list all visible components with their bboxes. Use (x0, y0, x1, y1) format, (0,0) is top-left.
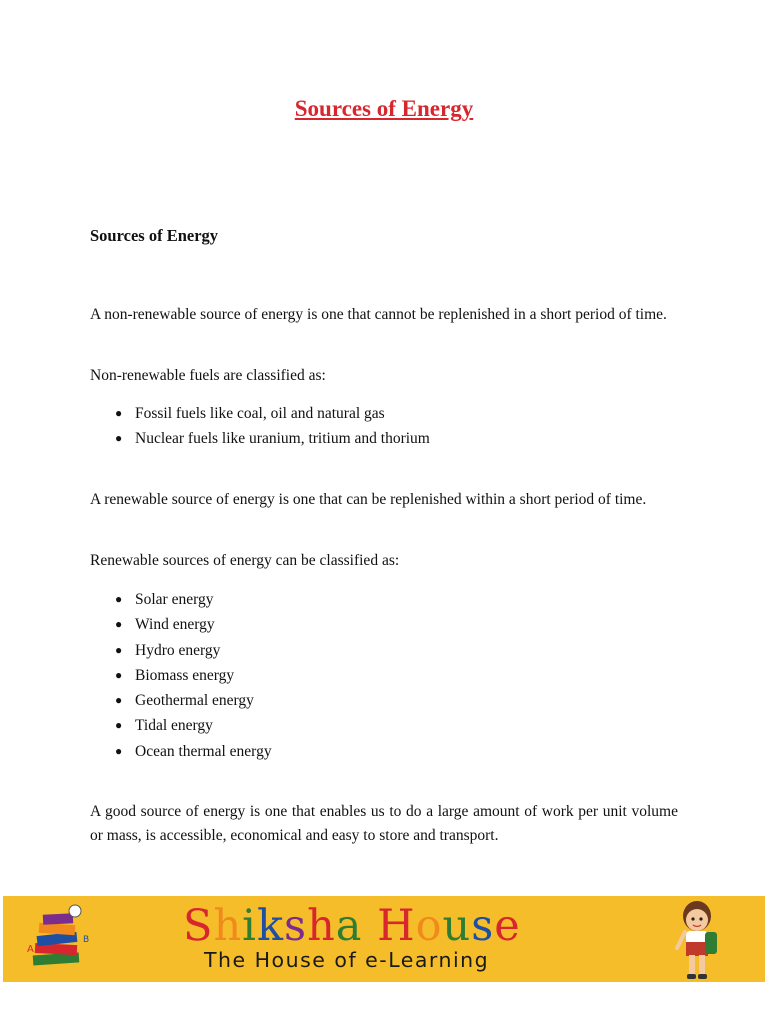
list-item-text: Nuclear fuels like uranium, tritium and thorium (135, 430, 430, 448)
brand-letter: e (494, 901, 521, 951)
list-item-text: Tidal energy (135, 717, 213, 735)
brand-tagline: The House of e-Learning (204, 948, 490, 972)
list-item (90, 663, 272, 688)
brand-letter: a (335, 901, 363, 951)
list-item (90, 688, 272, 713)
list-item-text: Ocean thermal energy (135, 742, 272, 760)
bullet-icon: ● (115, 642, 123, 657)
bullet-icon: ● (115, 667, 123, 682)
list-item-text: Wind energy (135, 616, 215, 634)
list-item (90, 426, 430, 451)
renewable-intro: Renewable sources of energy can be classified as: (90, 552, 400, 569)
brand-letter: s (471, 901, 495, 951)
svg-text:B: B (83, 935, 90, 945)
non-renewable-definition: A non-renewable source of energy is one that cannot be replenished in a short period of time. (90, 306, 667, 323)
brand-letter: s (284, 901, 308, 951)
non-renewable-list (90, 401, 430, 452)
non-renewable-intro: Non-renewable fuels are classified as: (90, 367, 326, 384)
good-source-paragraph: A good source of energy is one that enables us to do a large amount of work per unit volume or mass, is accessible, economical and easy to store and transport. (90, 803, 678, 844)
bullet-icon: ● (115, 592, 123, 606)
brand-letter: k (256, 901, 284, 951)
brand-letter: i (242, 901, 257, 951)
brand-name (183, 901, 521, 951)
bullet-icon: ● (115, 406, 123, 420)
list-item-text: Fossil fuels like coal, oil and natural gas (135, 405, 385, 422)
brand-letter: h (307, 901, 336, 951)
brand-letter (362, 901, 377, 951)
books-logo-icon (25, 902, 97, 974)
brand-letter: u (442, 901, 472, 951)
bullet-icon: ● (115, 693, 123, 708)
brand-letter: o (415, 901, 443, 951)
list-item-text: Solar energy (135, 591, 214, 608)
bullet-icon: ● (115, 718, 123, 733)
brand-letter: S (183, 901, 214, 951)
brand-letter: h (213, 901, 243, 951)
list-item (90, 612, 272, 637)
page-title: Sources of Energy (294, 96, 474, 121)
footer-banner (3, 896, 765, 982)
svg-text:A: A (27, 944, 34, 955)
list-item (90, 587, 272, 612)
list-item (90, 401, 430, 426)
list-item (90, 739, 272, 764)
list-item (90, 638, 272, 663)
student-mascot-icon (667, 898, 727, 980)
list-item-text: Hydro energy (135, 641, 221, 659)
bullet-icon: ● (115, 617, 123, 632)
list-item (90, 713, 272, 738)
list-item-text: Geothermal energy (135, 692, 254, 710)
list-item-text: Biomass energy (135, 666, 235, 684)
brand-letter: H (377, 901, 416, 951)
section-heading: Sources of Energy (90, 226, 219, 245)
renewable-list (90, 587, 272, 764)
renewable-definition: A renewable source of energy is one that can be replenished within a short period of time. (90, 491, 647, 508)
bullet-icon: ● (115, 431, 123, 446)
bullet-icon: ● (115, 743, 123, 758)
